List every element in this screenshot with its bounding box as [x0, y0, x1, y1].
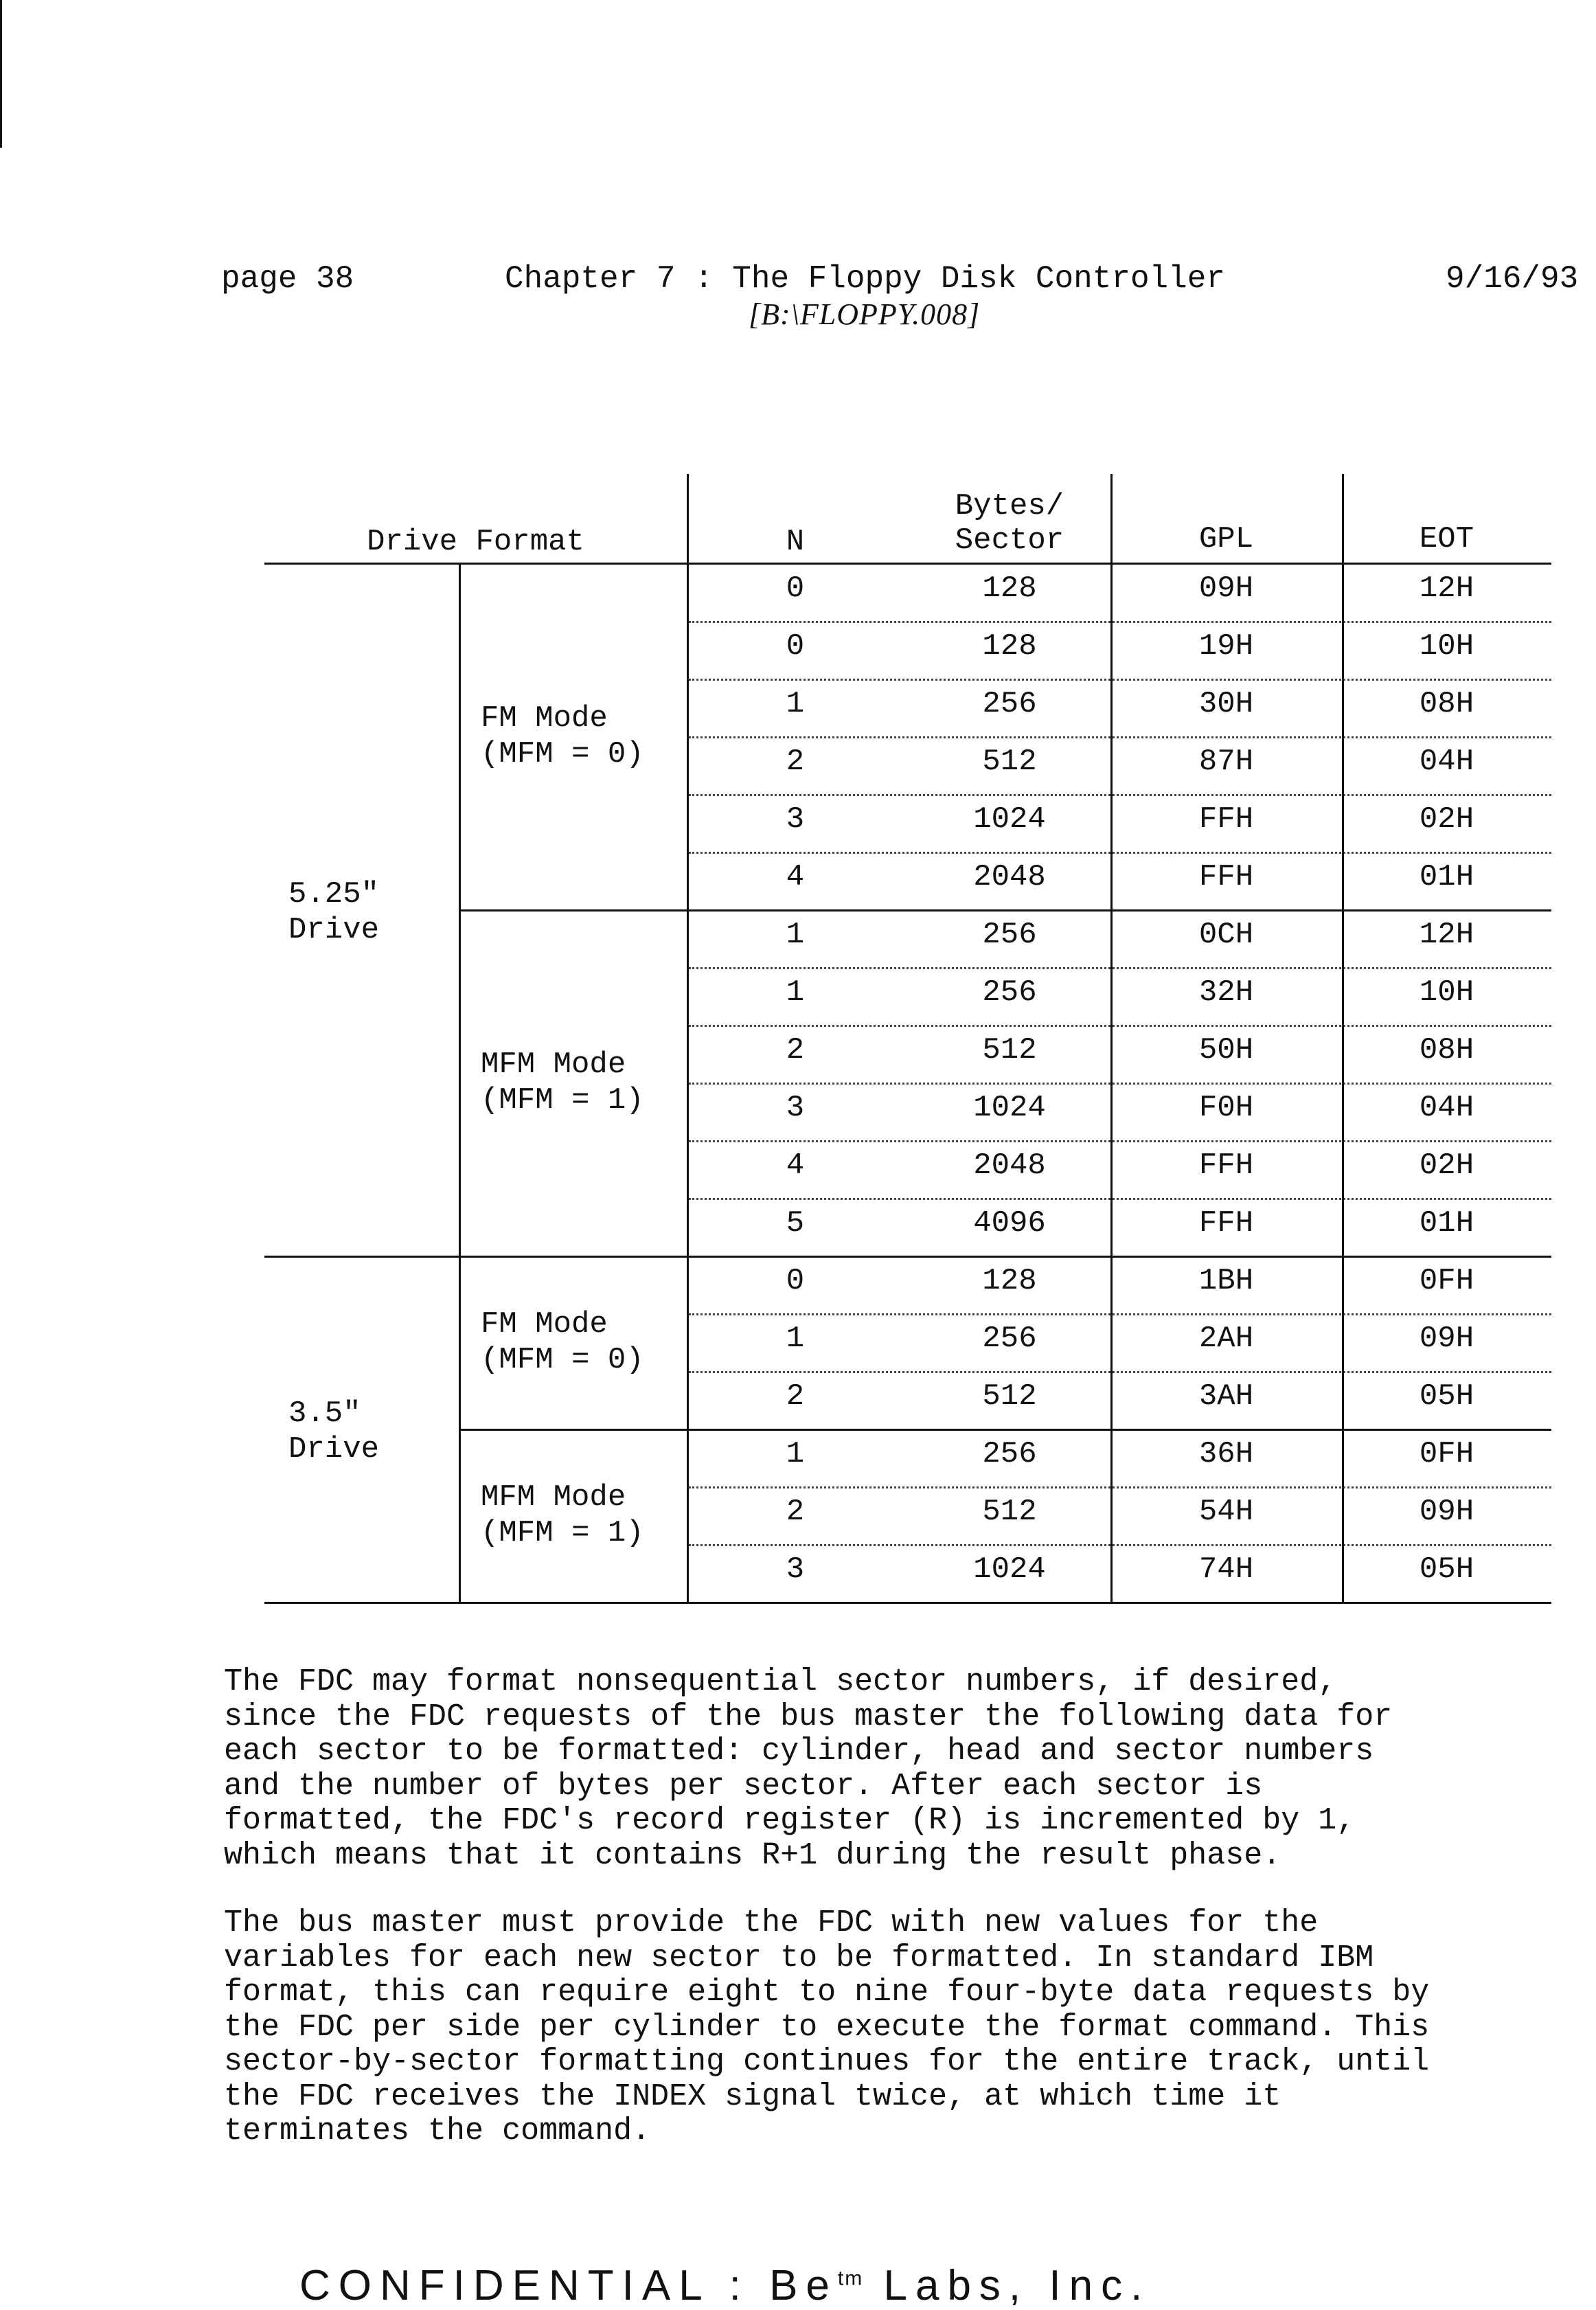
drive-label-line1: 3.5"	[288, 1396, 361, 1431]
mode-label-line1: MFM Mode	[481, 1048, 626, 1082]
header-eot: EOT	[1419, 522, 1474, 556]
row-separator	[689, 679, 1551, 681]
cell-eot: 08H	[1419, 1033, 1474, 1067]
cell-gpl: FFH	[1198, 802, 1254, 837]
cell-gpl: 36H	[1198, 1437, 1254, 1471]
cell-eot: 04H	[1419, 745, 1474, 779]
cell-n: 5	[786, 1206, 805, 1241]
paragraph-line: which means that it contains R+1 during the result phase.	[224, 1837, 1281, 1873]
cell-eot: 12H	[1419, 571, 1474, 606]
cell-n: 4	[786, 1148, 805, 1183]
cell-bytes: 128	[982, 1264, 1037, 1298]
cell-eot: 02H	[1419, 802, 1474, 837]
cell-eot: 01H	[1419, 860, 1474, 894]
mode-label-line1: FM Mode	[481, 1307, 608, 1341]
cell-gpl: 87H	[1198, 745, 1254, 779]
cell-gpl: 54H	[1198, 1495, 1254, 1529]
cell-n: 2	[786, 1495, 805, 1529]
mode-separator	[459, 909, 1551, 911]
footer-left: CONFIDENTIAL : Be	[299, 2262, 838, 2309]
cell-gpl: 19H	[1198, 629, 1254, 664]
margin-line	[0, 0, 2, 148]
cell-gpl: 09H	[1198, 571, 1254, 606]
cell-n: 0	[786, 571, 805, 606]
cell-bytes: 256	[982, 1437, 1037, 1471]
header-divider	[1342, 474, 1344, 565]
cell-bytes: 128	[982, 571, 1037, 606]
cell-n: 0	[786, 1264, 805, 1298]
cell-bytes: 256	[982, 975, 1037, 1010]
footer-tm: tm	[837, 2267, 864, 2290]
paragraph-line: since the FDC requests of the bus master the following data for	[224, 1699, 1393, 1734]
cell-gpl: 30H	[1198, 687, 1254, 721]
paragraph-line: format, this can require eight to nine four-byte data requests by	[224, 1975, 1430, 2010]
header-bytes-line1: Bytes/	[955, 489, 1064, 523]
row-separator	[689, 852, 1551, 854]
column-divider	[1342, 565, 1344, 1603]
paragraph-line: sector-by-sector formatting continues for the entire track, until	[224, 2044, 1430, 2079]
row-separator	[689, 621, 1551, 623]
cell-eot: 09H	[1419, 1495, 1474, 1529]
row-separator	[689, 1083, 1551, 1085]
header-n: N	[786, 525, 805, 559]
paragraph-line: The FDC may format nonsequential sector numbers, if desired,	[224, 1664, 1337, 1699]
cell-eot: 08H	[1419, 687, 1474, 721]
cell-bytes: 512	[982, 745, 1037, 779]
file-path: [B:\FLOPPY.008]	[749, 297, 981, 331]
cell-eot: 01H	[1419, 1206, 1474, 1241]
footer-right: Labs, Inc.	[863, 2262, 1151, 2309]
cell-gpl: 32H	[1198, 975, 1254, 1010]
cell-bytes: 512	[982, 1379, 1037, 1414]
cell-eot: 09H	[1419, 1322, 1474, 1356]
cell-n: 4	[786, 860, 805, 894]
cell-n: 2	[786, 745, 805, 779]
cell-gpl: 0CH	[1198, 918, 1254, 952]
paragraph-line: The bus master must provide the FDC with new values for the	[224, 1905, 1319, 1940]
mode-label-line1: MFM Mode	[481, 1480, 626, 1515]
paragraph-line: the FDC receives the INDEX signal twice, at which time it	[224, 2079, 1281, 2114]
row-separator	[689, 1313, 1551, 1315]
cell-gpl: FFH	[1198, 860, 1254, 894]
page-number: page 38	[221, 261, 354, 297]
paragraph-line: the FDC per side per cylinder to execute the format command. This	[224, 2009, 1430, 2045]
mode-separator	[459, 1429, 1551, 1431]
cell-n: 3	[786, 802, 805, 837]
cell-gpl: FFH	[1198, 1148, 1254, 1183]
cell-gpl: 2AH	[1198, 1322, 1254, 1356]
paragraph-formatting	[224, 1665, 1591, 1873]
row-separator	[689, 736, 1551, 738]
cell-n: 1	[786, 1437, 805, 1471]
cell-bytes: 256	[982, 918, 1037, 952]
header-drive-format: Drive Format	[367, 525, 584, 559]
row-separator	[689, 1544, 1551, 1546]
header-bytes-line2: Sector	[955, 523, 1064, 558]
header-divider	[687, 474, 689, 565]
cell-n: 0	[786, 629, 805, 664]
paragraph-line: and the number of bytes per sector. After each sector is	[224, 1768, 1263, 1804]
cell-bytes: 512	[982, 1033, 1037, 1067]
paragraph-line: variables for each new sector to be formatted. In standard IBM	[224, 1940, 1374, 1975]
column-divider	[687, 565, 689, 1603]
confidential-footer	[299, 2261, 1150, 2310]
column-divider	[1110, 565, 1113, 1603]
cell-n: 3	[786, 1091, 805, 1125]
chapter-title: Chapter 7 : The Floppy Disk Controller	[505, 261, 1225, 297]
mode-label-line2: (MFM = 1)	[481, 1083, 644, 1118]
page-date: 9/16/93	[1446, 261, 1579, 297]
drive-label-line2: Drive	[288, 1432, 380, 1467]
drive-label-line2: Drive	[288, 913, 380, 947]
cell-bytes: 1024	[973, 802, 1046, 837]
header-gpl: GPL	[1198, 522, 1254, 556]
cell-bytes: 2048	[973, 860, 1046, 894]
cell-n: 1	[786, 1322, 805, 1356]
mode-label-line2: (MFM = 0)	[481, 1343, 644, 1377]
cell-eot: 0FH	[1419, 1437, 1474, 1471]
row-separator	[689, 1140, 1551, 1142]
cell-eot: 0FH	[1419, 1264, 1474, 1298]
cell-gpl: 1BH	[1198, 1264, 1254, 1298]
cell-n: 2	[786, 1379, 805, 1414]
cell-bytes: 4096	[973, 1206, 1046, 1241]
cell-bytes: 512	[982, 1495, 1037, 1529]
paragraph-line: terminates the command.	[224, 2114, 651, 2149]
cell-gpl: F0H	[1198, 1091, 1254, 1125]
cell-n: 3	[786, 1552, 805, 1587]
cell-eot: 04H	[1419, 1091, 1474, 1125]
cell-bytes: 128	[982, 629, 1037, 664]
mode-label-line1: FM Mode	[481, 701, 608, 736]
mode-label-line2: (MFM = 0)	[481, 737, 644, 771]
cell-eot: 02H	[1419, 1148, 1474, 1183]
mode-label-line2: (MFM = 1)	[481, 1516, 644, 1550]
row-separator	[689, 967, 1551, 969]
cell-bytes: 256	[982, 1322, 1037, 1356]
cell-eot: 10H	[1419, 629, 1474, 664]
row-separator	[689, 794, 1551, 796]
cell-eot: 05H	[1419, 1552, 1474, 1587]
drive-separator	[264, 1602, 1551, 1604]
cell-bytes: 1024	[973, 1091, 1046, 1125]
cell-eot: 05H	[1419, 1379, 1474, 1414]
cell-n: 2	[786, 1033, 805, 1067]
cell-gpl: 3AH	[1198, 1379, 1254, 1414]
row-separator	[689, 1025, 1551, 1027]
row-separator	[689, 1486, 1551, 1488]
drive-label-line1: 5.25"	[288, 877, 380, 911]
cell-eot: 12H	[1419, 918, 1474, 952]
paragraph-line: formatted, the FDC's record register (R) is incremented by 1,	[224, 1803, 1356, 1838]
paragraph-line: each sector to be formatted: cylinder, head and sector numbers	[224, 1734, 1374, 1769]
cell-eot: 10H	[1419, 975, 1474, 1010]
row-separator	[689, 1198, 1551, 1200]
table-header-rule	[264, 563, 1551, 565]
cell-bytes: 2048	[973, 1148, 1046, 1183]
drive-separator	[264, 1256, 1551, 1258]
cell-gpl: 74H	[1198, 1552, 1254, 1587]
cell-bytes: 1024	[973, 1552, 1046, 1587]
header-divider	[1110, 474, 1113, 565]
row-separator	[689, 1371, 1551, 1373]
cell-bytes: 256	[982, 687, 1037, 721]
column-divider	[459, 565, 461, 1603]
cell-n: 1	[786, 918, 805, 952]
cell-gpl: FFH	[1198, 1206, 1254, 1241]
paragraph-bus-master	[224, 1906, 1591, 2149]
cell-n: 1	[786, 975, 805, 1010]
cell-n: 1	[786, 687, 805, 721]
cell-gpl: 50H	[1198, 1033, 1254, 1067]
